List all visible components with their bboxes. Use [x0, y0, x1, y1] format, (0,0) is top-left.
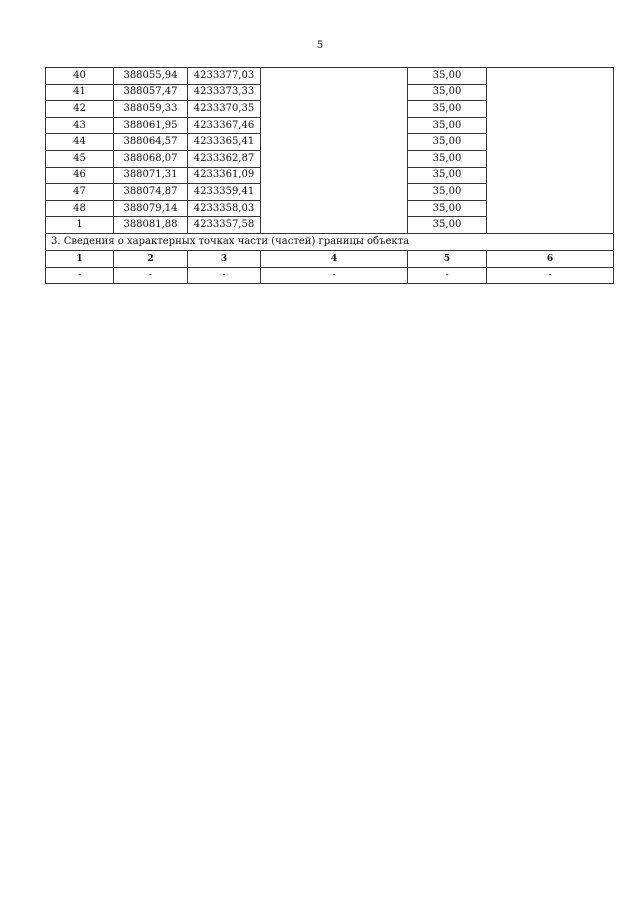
column-header: 6: [487, 250, 614, 267]
point-number: 42: [46, 101, 114, 118]
point-number: 47: [46, 184, 114, 201]
accuracy-value: 35,00: [408, 184, 487, 201]
point-number: 41: [46, 84, 114, 101]
column-header: 4: [261, 250, 408, 267]
coord-y: 4233370,35: [188, 101, 261, 118]
column-header: 3: [188, 250, 261, 267]
coord-x: 388071,31: [114, 167, 188, 184]
empty-cell: -: [261, 267, 408, 284]
section-title: 3. Сведения о характерных точках части (частей) границы объекта: [46, 233, 614, 250]
point-number: 48: [46, 200, 114, 217]
coord-x: 388064,57: [114, 134, 188, 151]
table-row: [46, 68, 614, 85]
section-title-row: [46, 233, 614, 250]
header-row: [46, 250, 614, 267]
point-number: 40: [46, 68, 114, 85]
coord-x: 388068,07: [114, 150, 188, 167]
accuracy-value: 35,00: [408, 84, 487, 101]
coord-x: 388079,14: [114, 200, 188, 217]
coord-y: 4233359,41: [188, 184, 261, 201]
accuracy-value: 35,00: [408, 167, 487, 184]
empty-cell: -: [46, 267, 114, 284]
empty-cell: -: [408, 267, 487, 284]
coordinates-table: [45, 67, 614, 284]
point-number: 43: [46, 117, 114, 134]
coord-x: 388055,94: [114, 68, 188, 85]
accuracy-value: 35,00: [408, 68, 487, 85]
coord-y: 4233362,87: [188, 150, 261, 167]
page-number: 5: [316, 40, 324, 51]
accuracy-value: 35,00: [408, 150, 487, 167]
point-number: 1: [46, 217, 114, 234]
empty-cell: -: [188, 267, 261, 284]
column-header: 5: [408, 250, 487, 267]
empty-cell: -: [487, 267, 614, 284]
coord-x: 388061,95: [114, 117, 188, 134]
accuracy-value: 35,00: [408, 217, 487, 234]
accuracy-value: 35,00: [408, 101, 487, 118]
method-cell: [261, 68, 408, 234]
accuracy-value: 35,00: [408, 134, 487, 151]
coord-y: 4233377,03: [188, 68, 261, 85]
point-number: 45: [46, 150, 114, 167]
empty-cell: -: [114, 267, 188, 284]
coord-y: 4233357,58: [188, 217, 261, 234]
point-number: 44: [46, 134, 114, 151]
description-cell: [487, 68, 614, 234]
coord-x: 388057,47: [114, 84, 188, 101]
coord-x: 388074,87: [114, 184, 188, 201]
point-number: 46: [46, 167, 114, 184]
coord-y: 4233373,33: [188, 84, 261, 101]
coord-y: 4233361,09: [188, 167, 261, 184]
coord-x: 388059,33: [114, 101, 188, 118]
coord-y: 4233365,41: [188, 134, 261, 151]
coord-x: 388081,88: [114, 217, 188, 234]
accuracy-value: 35,00: [408, 117, 487, 134]
column-header: 1: [46, 250, 114, 267]
coord-y: 4233358,03: [188, 200, 261, 217]
column-header: 2: [114, 250, 188, 267]
coord-y: 4233367,46: [188, 117, 261, 134]
accuracy-value: 35,00: [408, 200, 487, 217]
table-row: [46, 267, 614, 284]
